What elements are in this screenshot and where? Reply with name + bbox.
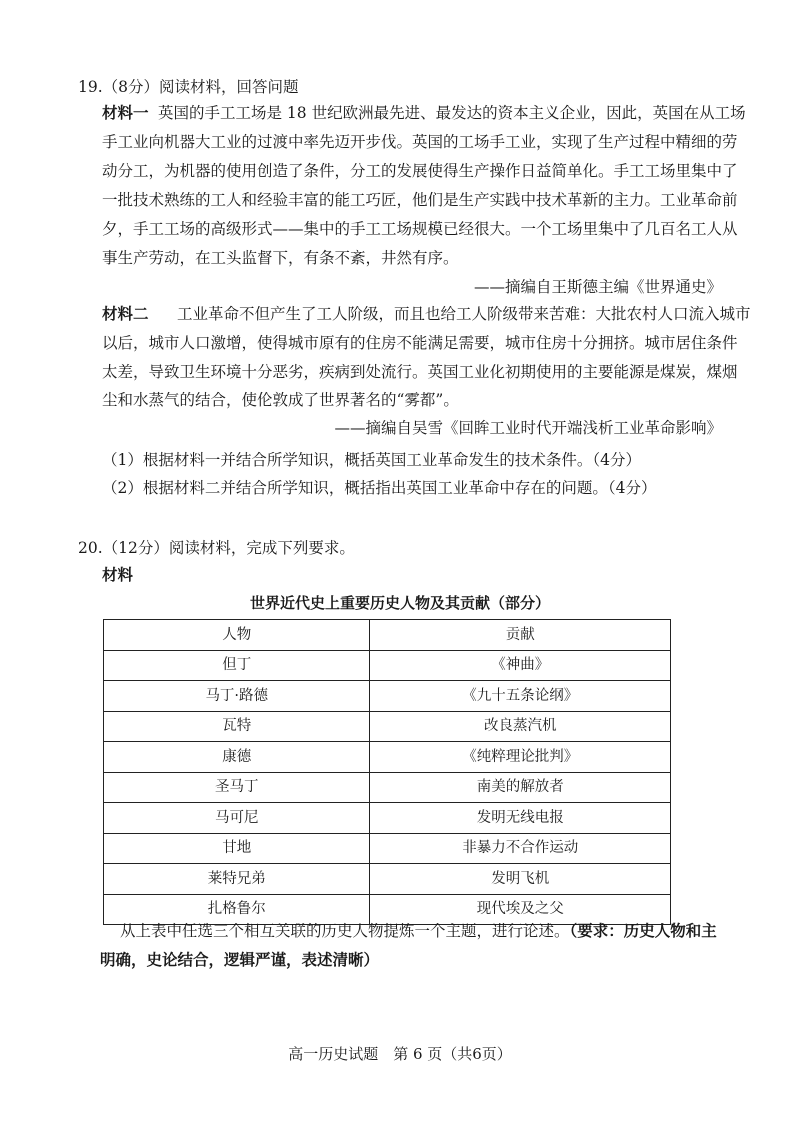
person-cell: 康德 — [104, 742, 370, 773]
table-header-row — [104, 620, 671, 651]
q20-task-line — [120, 921, 717, 941]
material2-line: 工业革命不但产生了工人阶级，而且也给工人阶级带来苦难：大批农村人口流入城市 — [177, 305, 751, 323]
table-row — [104, 711, 671, 742]
contribution-cell: 《九十五条论纲》 — [370, 681, 671, 712]
material2-source: ——摘编自吴雪《回眸工业时代开端浅析工业革命影响》 — [334, 419, 722, 437]
q20-task-requirements-continued: 明确，史论结合，逻辑严谨，表述清晰） — [100, 950, 380, 969]
material2-line: 太差，导致卫生环境十分恶劣，疾病到处流行。英国工业化初期使用的主要能源是煤炭，煤烟 — [102, 363, 738, 381]
material1-line: 夕，手工工场的高级形式——集中的手工工场规模已经很大。一个工场里集中了几百名工人从 — [102, 220, 738, 238]
material1-line: 英国的手工工场是 18 世纪欧洲最先进、最发达的资本主义企业，因此，英国在从工场 — [158, 104, 746, 122]
person-cell: 但丁 — [104, 650, 370, 681]
contribution-cell: 改良蒸汽机 — [370, 711, 671, 742]
figures-table — [103, 619, 671, 925]
person-cell: 圣马丁 — [104, 772, 370, 803]
table-row — [104, 650, 671, 681]
person-cell: 马可尼 — [104, 803, 370, 834]
table-row — [104, 864, 671, 895]
contribution-cell: 《纯粹理论批判》 — [370, 742, 671, 773]
table-row — [104, 803, 671, 834]
material2-label: 材料二 — [102, 304, 149, 323]
page-footer: 高一历史试题 第 6 页（共6页） — [288, 1045, 512, 1063]
q20-material-label: 材料 — [102, 565, 134, 584]
column-header-contribution: 贡献 — [370, 620, 671, 651]
material1-line: 动分工，为机器的使用创造了条件，分工的发展使得生产操作日益简单化。手工工场里集中了 — [102, 162, 738, 180]
table-row — [104, 742, 671, 773]
q20-task-requirements: （要求：历史人物和主 — [569, 921, 717, 940]
table-row — [104, 833, 671, 864]
contribution-cell: 发明无线电报 — [370, 803, 671, 834]
person-cell: 瓦特 — [104, 711, 370, 742]
q19-header: 19.（8分）阅读材料，回答问题 — [78, 78, 299, 96]
contribution-cell: 非暴力不合作运动 — [370, 833, 671, 864]
q20-header: 20.（12分）阅读材料，完成下列要求。 — [78, 539, 355, 557]
material1-source: ——摘编自王斯德主编《世界通史》 — [473, 278, 722, 296]
contribution-cell: 《神曲》 — [370, 650, 671, 681]
person-cell: 甘地 — [104, 833, 370, 864]
person-cell: 莱特兄弟 — [104, 864, 370, 895]
material1-label: 材料一 — [102, 103, 149, 122]
person-cell: 扎格鲁尔 — [104, 894, 370, 925]
column-header-person: 人物 — [104, 620, 370, 651]
contribution-cell: 发明飞机 — [370, 864, 671, 895]
material1-line: 一批技术熟练的工人和经验丰富的能工巧匠，他们是生产实践中技术革新的主力。工业革命前 — [102, 191, 738, 209]
table-row — [104, 772, 671, 803]
material2-line: 以后，城市人口激增，使得城市原有的住房不能满足需要，城市住房十分拥挤。城市居住条件 — [102, 334, 738, 352]
contribution-cell: 南美的解放者 — [370, 772, 671, 803]
material1-line: 事生产劳动，在工头监督下，有条不紊，井然有序。 — [102, 249, 459, 267]
table-title: 世界近代史上重要历史人物及其贡献（部分） — [249, 594, 550, 612]
contribution-cell: 现代埃及之父 — [370, 894, 671, 925]
q19-subquestion-1: （1）根据材料一并结合所学知识，概括英国工业革命发生的技术条件。（4分） — [102, 451, 641, 469]
material2-line: 尘和水蒸气的结合，使伦敦成了世界著名的“雾都”。 — [102, 391, 459, 409]
q20-task-text: 从上表中任选三个相互关联的历史人物提炼一个主题，进行论述。 — [120, 922, 570, 940]
q19-subquestion-2: （2）根据材料二并结合所学知识，概括指出英国工业革命中存在的问题。（4分） — [102, 479, 657, 497]
person-cell: 马丁·路德 — [104, 681, 370, 712]
material1-line: 手工业向机器大工业的过渡中率先迈开步伐。英国的工场手工业，实现了生产过程中精细的劳 — [102, 133, 738, 151]
table-row — [104, 894, 671, 925]
table-row — [104, 681, 671, 712]
